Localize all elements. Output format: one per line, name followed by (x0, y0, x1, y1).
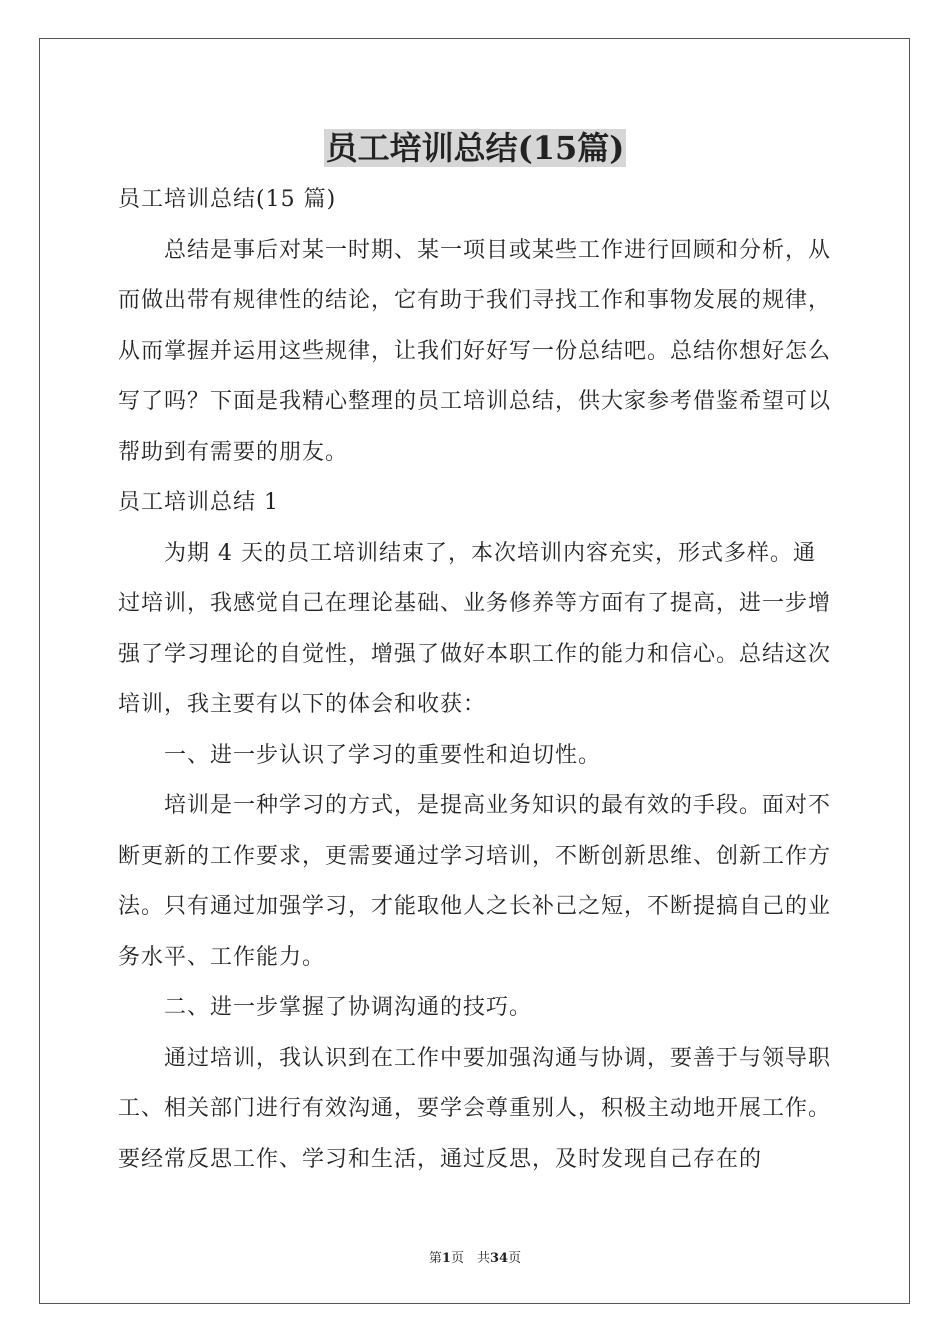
paragraph-point-1: 培训是一种学习的方式，是提高业务知识的最有效的手段。面对不断更新的工作要求，更需要通过学习培训，不断创新思维、创新工作方法。只有通过加强学习，才能取他人之长补己之短，不断提搞自己的业务水平、工作能力。 (118, 793, 832, 970)
footer-total-pages: 34 (489, 1251, 509, 1266)
paragraph-point-2: 通过培训，我认识到在工作中要加强沟通与协调，要善于与领导职工、相关部门进行有效沟通，要学会尊重别人，积极主动地开展工作。要经常反思工作、学习和生活，通过反思，及时发现自己存在的 (118, 1045, 832, 1172)
paragraph-section1-opening: 为期 4 天的员工培训结束了，本次培训内容充实，形式多样。通过培训，我感觉自己在理论基础、业务修养等方面有了提高，进一步增强了学习理论的自觉性，增强了做好本职工作的能力和信心。总结这次培训，我主要有以下的体会和收获： (118, 540, 832, 717)
document-title (0, 126, 950, 170)
page-footer (0, 1247, 950, 1266)
footer-page-prefix: 第 (428, 1251, 442, 1266)
section-heading-1: 员工培训总结 1 (118, 490, 279, 515)
point-heading-2: 二、进一步掌握了协调沟通的技巧。 (164, 995, 533, 1020)
paragraph-subtitle: 员工培训总结(15 篇) (118, 187, 337, 212)
point-heading-1: 一、进一步认识了学习的重要性和迫切性。 (164, 742, 602, 768)
paragraph-intro: 总结是事后对某一时期、某一项目或某些工作进行回顾和分析，从而做出带有规律性的结论，它有助于我们寻找工作和事物发展的规律，从而掌握并运用这些规律，让我们好好写一份总结吧。总结你想好怎么写了吗？下面是我精心整理的员工培训总结，供大家参考借鉴希望可以帮助到有需要的朋友。 (118, 237, 832, 465)
document-body (118, 175, 834, 1185)
document-title-text: 员工培训总结(15篇) (325, 129, 625, 167)
footer-page-mid: 页 共 (450, 1251, 490, 1266)
footer-page-number: 1 (441, 1251, 451, 1266)
footer-page-suffix: 页 (508, 1251, 522, 1266)
